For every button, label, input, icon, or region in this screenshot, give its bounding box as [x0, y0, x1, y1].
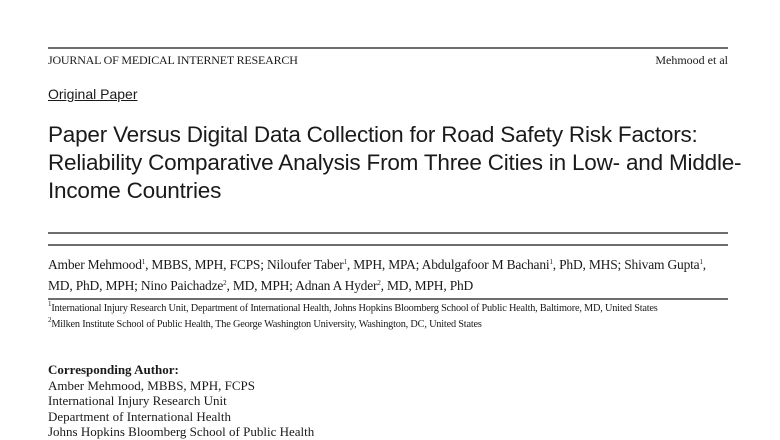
author-list: [48, 254, 732, 296]
corresponding-line: International Injury Research Unit: [48, 393, 227, 409]
affiliation-text: Milken Institute School of Public Health, The George Washington University, Washington, DC, United States: [51, 318, 482, 330]
author-degrees: , PhD, MHS;: [552, 257, 625, 272]
running-author: Mehmood et al: [655, 53, 728, 67]
affiliation-marker: 1: [549, 258, 553, 266]
paper-title: Paper Versus Digital Data Collection for Road Safety Risk Factors: Reliability Comparative Analysis From Three Cities in Low- and Middle-Income Countries: [48, 122, 742, 203]
article-type: Original Paper: [48, 86, 138, 102]
affiliation: [48, 302, 732, 317]
header-rule: [48, 47, 728, 49]
title-rule-bottom: [48, 244, 728, 246]
author-degrees: , MD, MPH;: [226, 278, 296, 293]
corresponding-line: Department of International Health: [48, 408, 232, 424]
affiliation-number: 2: [48, 315, 52, 324]
author-name: Nino Paichadze: [140, 278, 224, 293]
author-degrees: , MPH, MPA;: [346, 257, 422, 272]
author: [48, 257, 267, 272]
affiliation-number: 1: [48, 300, 52, 308]
author-degrees: , MD, MPH, PhD: [380, 278, 474, 293]
affiliation-text: International Injury Research Unit, Department of International Health, Johns Hopkins Bloomberg School of Public Health, Baltimore, MD, United States: [51, 303, 658, 314]
author: [141, 278, 295, 293]
author-name: Adnan A Hyder: [295, 278, 378, 293]
author-degrees: , MBBS, MPH, FCPS;: [145, 257, 267, 272]
author: [267, 257, 422, 272]
affiliation-marker: 2: [223, 279, 227, 287]
affiliation-marker: 2: [377, 279, 381, 287]
author-degrees: , MD, PhD, MPH;: [48, 257, 706, 293]
affiliations: [48, 302, 732, 333]
corresponding-author: [48, 362, 314, 440]
author: [295, 278, 473, 293]
affiliation-marker: 1: [343, 258, 347, 266]
corresponding-line: Amber Mehmood, MBBS, MPH, FCPS: [48, 377, 255, 393]
corresponding-line: Johns Hopkins Bloomberg School of Public Health: [48, 424, 315, 440]
title-rule-top: [48, 232, 728, 234]
affiliation-marker: 1: [699, 258, 703, 266]
authors-rule: [48, 298, 728, 300]
author-name: Abdulgafoor M Bachani: [421, 257, 550, 272]
corresponding-heading: Corresponding Author:: [48, 362, 179, 377]
journal-name: JOURNAL OF MEDICAL INTERNET RESEARCH: [48, 53, 298, 67]
affiliation-marker: 1: [141, 258, 146, 266]
affiliation: [48, 315, 732, 333]
author-name: Niloufer Taber: [266, 257, 344, 272]
author-name: Amber Mehmood: [48, 257, 142, 272]
author: [422, 257, 625, 272]
author-name: Shivam Gupta: [624, 257, 700, 272]
